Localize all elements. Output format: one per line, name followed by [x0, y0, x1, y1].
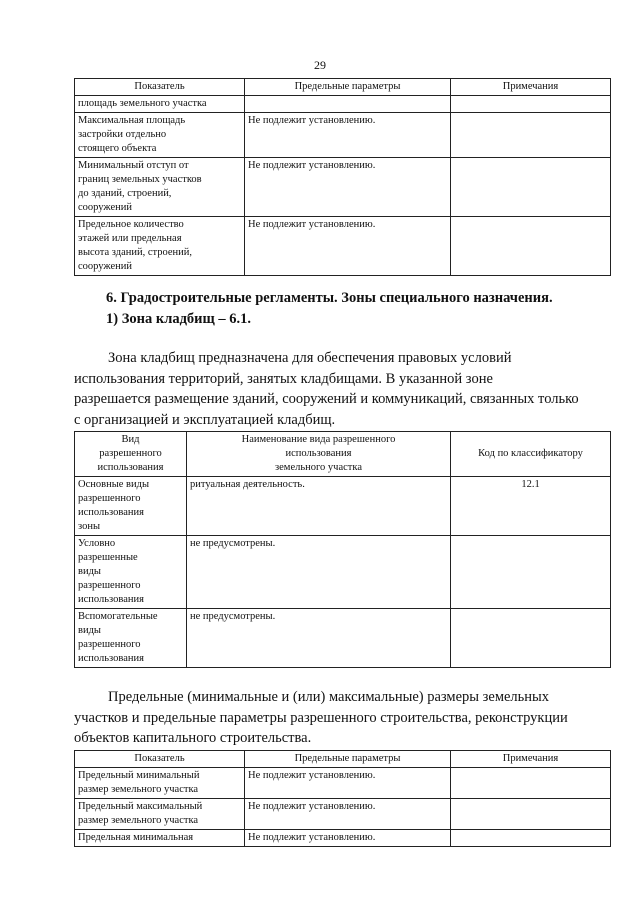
- cell-line: Максимальная площадь: [78, 115, 186, 126]
- parameter-cell: [75, 158, 245, 217]
- table-row: [75, 830, 611, 847]
- table-row: [75, 217, 611, 276]
- cell-line: размер земельного участка: [78, 815, 199, 826]
- value-cell: [245, 96, 451, 113]
- header-line: земельного участка: [275, 462, 362, 473]
- header-line: использования: [97, 462, 164, 473]
- paragraph-line: [74, 348, 614, 369]
- header-line: Наименование вида разрешенного: [241, 434, 396, 445]
- table-row: [75, 96, 611, 113]
- note-cell: [451, 799, 611, 830]
- note-cell: [451, 96, 611, 113]
- cell-line: разрешенного: [78, 580, 141, 591]
- cell-line: виды: [78, 566, 101, 577]
- header-line: Код по классификатору: [478, 448, 583, 459]
- table-row: [75, 609, 611, 668]
- permitted-use-table: [74, 431, 611, 668]
- value-cell: Не подлежит установлению.: [245, 217, 451, 276]
- paragraph-line: использования территорий, занятых кладбищами. В указанной зоне: [74, 370, 493, 387]
- cell-line: Предельное количество: [78, 219, 184, 230]
- cell-line: высота зданий, строений,: [78, 247, 193, 258]
- cell-line: разрешенные: [78, 552, 138, 563]
- column-header-limits: Предельные параметры: [245, 751, 451, 768]
- cell-line: использования: [78, 507, 144, 518]
- table-row: [75, 799, 611, 830]
- cell-line: виды: [78, 625, 101, 636]
- cell-line: разрешенного: [78, 639, 141, 650]
- use-name-cell: не предусмотрены.: [187, 536, 451, 609]
- column-header-indicator: Показатель: [75, 751, 245, 768]
- use-type-cell: [75, 609, 187, 668]
- cell-line: границ земельных участков: [78, 174, 202, 185]
- section-heading: 6. Градостроительные регламенты. Зоны специального назначения.: [106, 290, 553, 306]
- cell-line: стоящего объекта: [78, 143, 157, 154]
- note-cell: [451, 768, 611, 799]
- table-header-row: [75, 432, 611, 477]
- header-line: Вид: [121, 434, 140, 445]
- value-cell: Не подлежит установлению.: [245, 768, 451, 799]
- note-cell: [451, 830, 611, 847]
- header-line: разрешенного: [99, 448, 162, 459]
- parameters-table-bottom: [74, 750, 611, 847]
- note-cell: [451, 113, 611, 158]
- cell-line: размер земельного участка: [78, 784, 199, 795]
- parameter-cell: [75, 96, 245, 113]
- table-row: [75, 158, 611, 217]
- cell-line: площадь земельного участка: [78, 98, 207, 109]
- code-cell: [451, 609, 611, 668]
- cell-line: разрешенного: [78, 493, 141, 504]
- cell-line: Условно: [78, 538, 116, 549]
- table-row: [75, 536, 611, 609]
- column-header-code: [451, 432, 611, 477]
- parameters-table-top: [74, 78, 611, 276]
- paragraph-line: с организацией и эксплуатацией кладбищ.: [74, 411, 336, 428]
- cell-line: этажей или предельная: [78, 233, 182, 244]
- paragraph-line: [74, 687, 614, 708]
- cell-line: застройки отдельно: [78, 129, 167, 140]
- cell-line: зоны: [78, 521, 101, 532]
- column-header-use-name: [187, 432, 451, 477]
- paragraph-line: разрешается размещение зданий, сооружений и коммуникаций, связанных только: [74, 391, 579, 407]
- table-row: [75, 477, 611, 536]
- use-name-cell: не предусмотрены.: [187, 609, 451, 668]
- cell-line: использования: [78, 653, 144, 664]
- cell-line: сооружений: [78, 261, 133, 272]
- cell-line: Предельный максимальный: [78, 801, 203, 812]
- column-header-notes: Примечания: [451, 751, 611, 768]
- parameter-cell: [75, 113, 245, 158]
- cell-line: Предельная минимальная: [78, 832, 194, 843]
- note-cell: [451, 158, 611, 217]
- parameter-cell: [75, 768, 245, 799]
- cell-line: сооружений: [78, 202, 133, 213]
- parameter-cell: [75, 830, 245, 847]
- table-row: [75, 113, 611, 158]
- parameter-cell: [75, 799, 245, 830]
- header-line: использования: [285, 448, 352, 459]
- code-cell: 12.1: [451, 477, 611, 536]
- table-header-row: [75, 79, 611, 96]
- use-type-cell: [75, 477, 187, 536]
- cell-line: использования: [78, 594, 144, 605]
- table-header-row: [75, 751, 611, 768]
- cell-line: Основные виды: [78, 479, 150, 490]
- value-cell: Не подлежит установлению.: [245, 799, 451, 830]
- cell-line: до зданий, строений,: [78, 188, 172, 199]
- paragraph-text: Зона кладбищ предназначена для обеспечения правовых условий: [108, 350, 512, 366]
- paragraph-line: объектов капитального строительства.: [74, 730, 312, 746]
- paragraph-line: участков и предельные параметры разрешенного строительства, реконструкции: [74, 709, 568, 726]
- value-cell: Не подлежит установлению.: [245, 158, 451, 217]
- note-cell: [451, 217, 611, 276]
- page-number: 29: [314, 58, 326, 72]
- code-cell: [451, 536, 611, 609]
- parameter-cell: [75, 217, 245, 276]
- limits-paragraph: [74, 687, 614, 749]
- value-cell: Не подлежит установлению.: [245, 113, 451, 158]
- subsection-heading: 1) Зона кладбищ – 6.1.: [106, 311, 252, 327]
- table-row: [75, 768, 611, 799]
- cell-line: Вспомогательные: [78, 611, 158, 622]
- use-type-cell: [75, 536, 187, 609]
- column-header-notes: Примечания: [451, 79, 611, 96]
- column-header-use-type: [75, 432, 187, 477]
- cell-line: Предельный минимальный: [78, 770, 200, 781]
- column-header-limits: Предельные параметры: [245, 79, 451, 96]
- cell-line: Минимальный отступ от: [78, 160, 189, 171]
- value-cell: Не подлежит установлению.: [245, 830, 451, 847]
- use-name-cell: ритуальная деятельность.: [187, 477, 451, 536]
- intro-paragraph: [74, 348, 614, 430]
- column-header-indicator: Показатель: [75, 79, 245, 96]
- paragraph-text: Предельные (минимальные и (или) максимальные) размеры земельных: [108, 689, 550, 705]
